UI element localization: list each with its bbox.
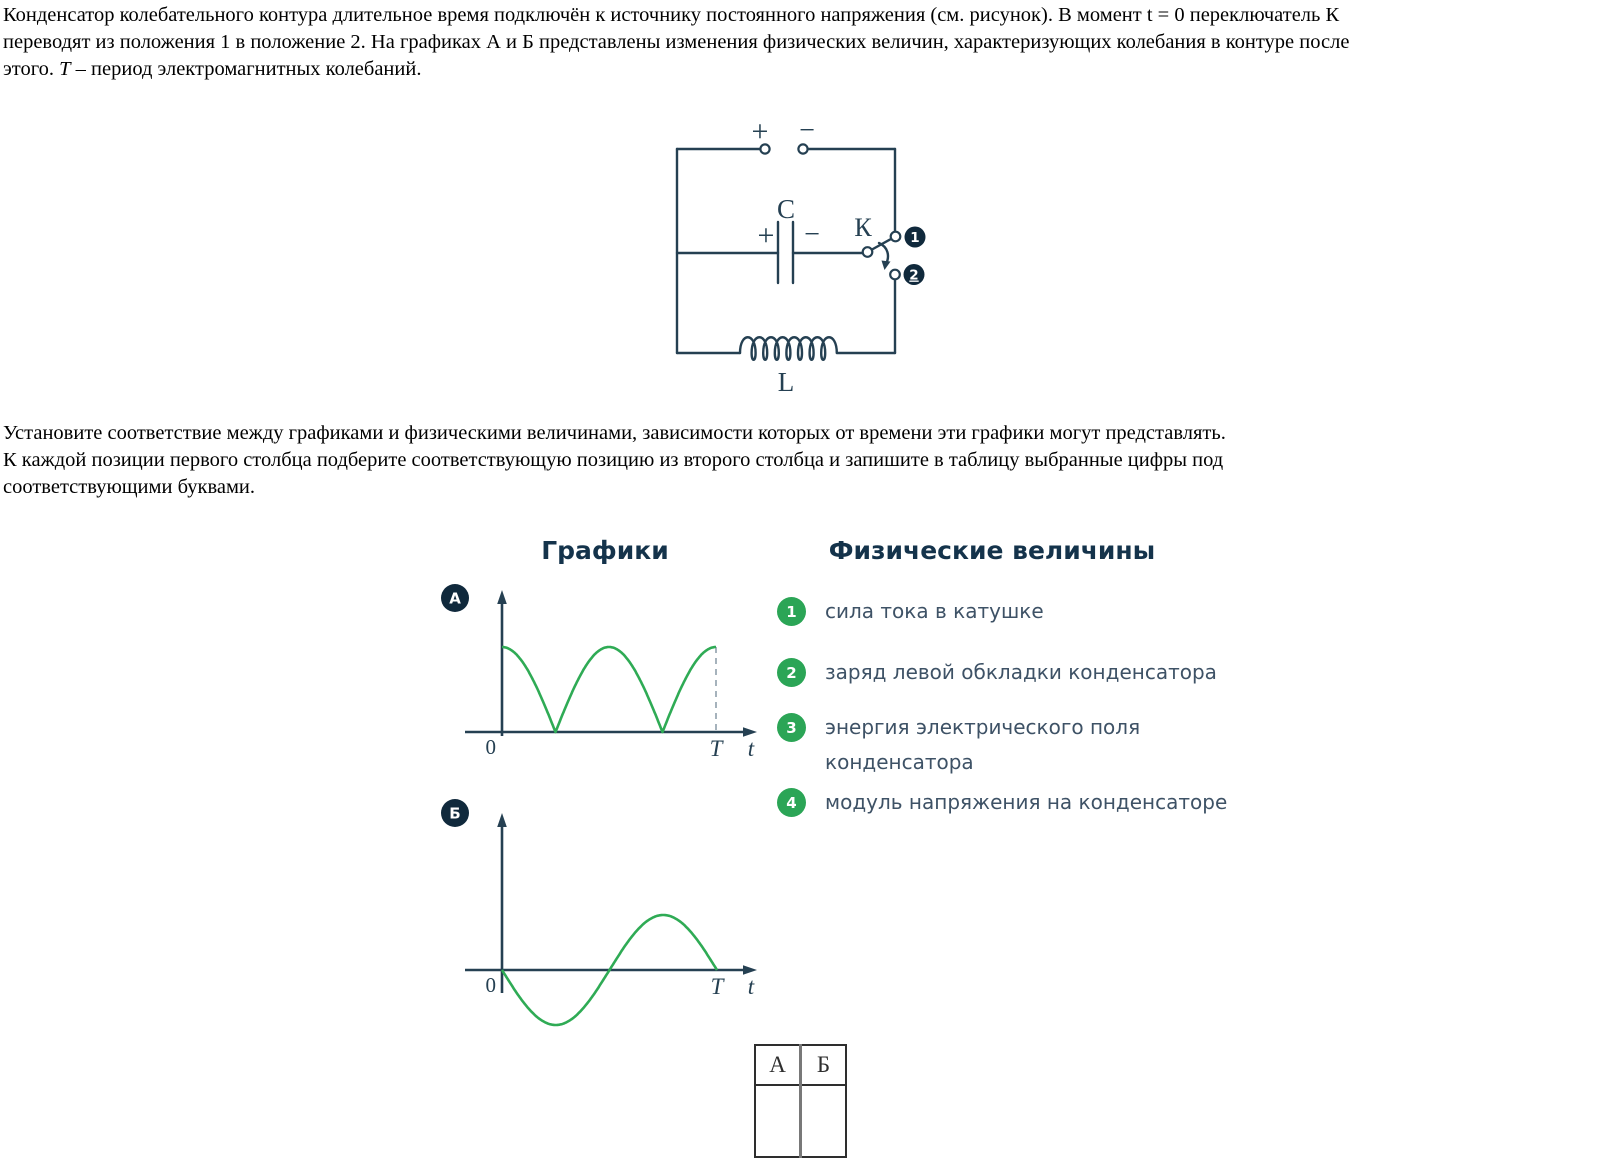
quantity-3-text [825, 713, 1140, 782]
quantity-3-line1: энергия электрического поля [825, 715, 1141, 739]
graph-a-badge-label: А [449, 589, 461, 608]
switch-arrowhead [882, 261, 891, 271]
quantity-1-badge: 1 [777, 597, 806, 626]
intro-line2: переводят из положения 1 в положение 2. На графиках А и Б представлены изменения физических величин, характеризующих колебания в контуре после [3, 31, 1350, 53]
source-plus-sign: + [751, 115, 769, 148]
graph-b-period-label: T [710, 974, 724, 999]
graph-a-axis-label: t [747, 736, 755, 761]
answer-table [754, 1044, 847, 1158]
circuit-diagram [620, 100, 960, 400]
list-item [777, 658, 1217, 687]
answer-header-b: Б [801, 1045, 847, 1085]
inductor-coil [740, 337, 837, 360]
answer-cell-a[interactable] [755, 1085, 801, 1157]
capacitor-label: C [776, 194, 796, 224]
y-axis-arrow [497, 590, 507, 604]
answer-cell-b[interactable] [801, 1085, 847, 1157]
capacitor-plus-sign: + [757, 219, 775, 252]
source-minus-sign: − [799, 115, 815, 146]
task-line3: соответствующими буквами. [3, 476, 256, 498]
task-line1: Установите соответствие между графиками и физическими величинами, зависимости которых от времени эти графики могут представлять. [3, 422, 1226, 444]
answer-header-a: А [755, 1045, 801, 1085]
quantity-3-line2: конденсатора [825, 750, 974, 774]
graph-a-period-label: T [709, 736, 723, 761]
switch-label: К [854, 213, 872, 242]
list-item [777, 713, 1140, 782]
graph-b [440, 799, 770, 1049]
graph-a-curve [502, 647, 716, 732]
intro-line1: Конденсатор колебательного контура длительное время подключён к источнику постоянного напряжения (см. рисунок). В момент t = 0 переключатель К [3, 4, 1340, 26]
quantity-4-badge: 4 [777, 788, 806, 817]
quantity-1-text: сила тока в катушке [825, 599, 1044, 623]
graph-b-axis-label: t [747, 974, 755, 999]
inductor-label: L [777, 367, 795, 397]
graphs-column-header: Графики [541, 536, 669, 565]
list-item [777, 597, 1044, 626]
intro-paragraph [3, 2, 1598, 83]
graph-b-badge-label: Б [449, 804, 461, 823]
switch-contact-1 [891, 232, 901, 242]
position-1-number: 1 [910, 230, 920, 246]
graph-b-origin-label: 0 [485, 973, 496, 997]
intro-line3 [3, 56, 1598, 83]
intro-line3-pre: этого. [3, 58, 60, 80]
task-paragraph [3, 420, 1598, 501]
period-symbol: T [59, 58, 71, 80]
y-axis-arrow [497, 813, 507, 827]
position-2-number: 2 [909, 267, 919, 284]
quantity-3-badge: 3 [777, 713, 806, 742]
task-line2: К каждой позиции первого столбца подберите соответствующую позицию из второго столбца и запишите в таблицу выбранные цифры под [3, 449, 1224, 471]
list-item [777, 788, 1227, 817]
quantity-4-text: модуль напряжения на конденсаторе [825, 790, 1228, 814]
quantity-2-badge: 2 [777, 658, 806, 687]
switch-contact-2 [890, 270, 900, 280]
quantities-column-header: Физические величины [828, 536, 1156, 565]
quantity-2-text: заряд левой обкладки конденсатора [825, 660, 1217, 684]
intro-line3-post: – период электромагнитных колебаний. [70, 58, 422, 80]
switch-pivot [863, 247, 873, 257]
graph-a [440, 584, 770, 769]
capacitor-minus-sign: − [804, 219, 820, 250]
graph-a-origin-label: 0 [485, 735, 496, 759]
